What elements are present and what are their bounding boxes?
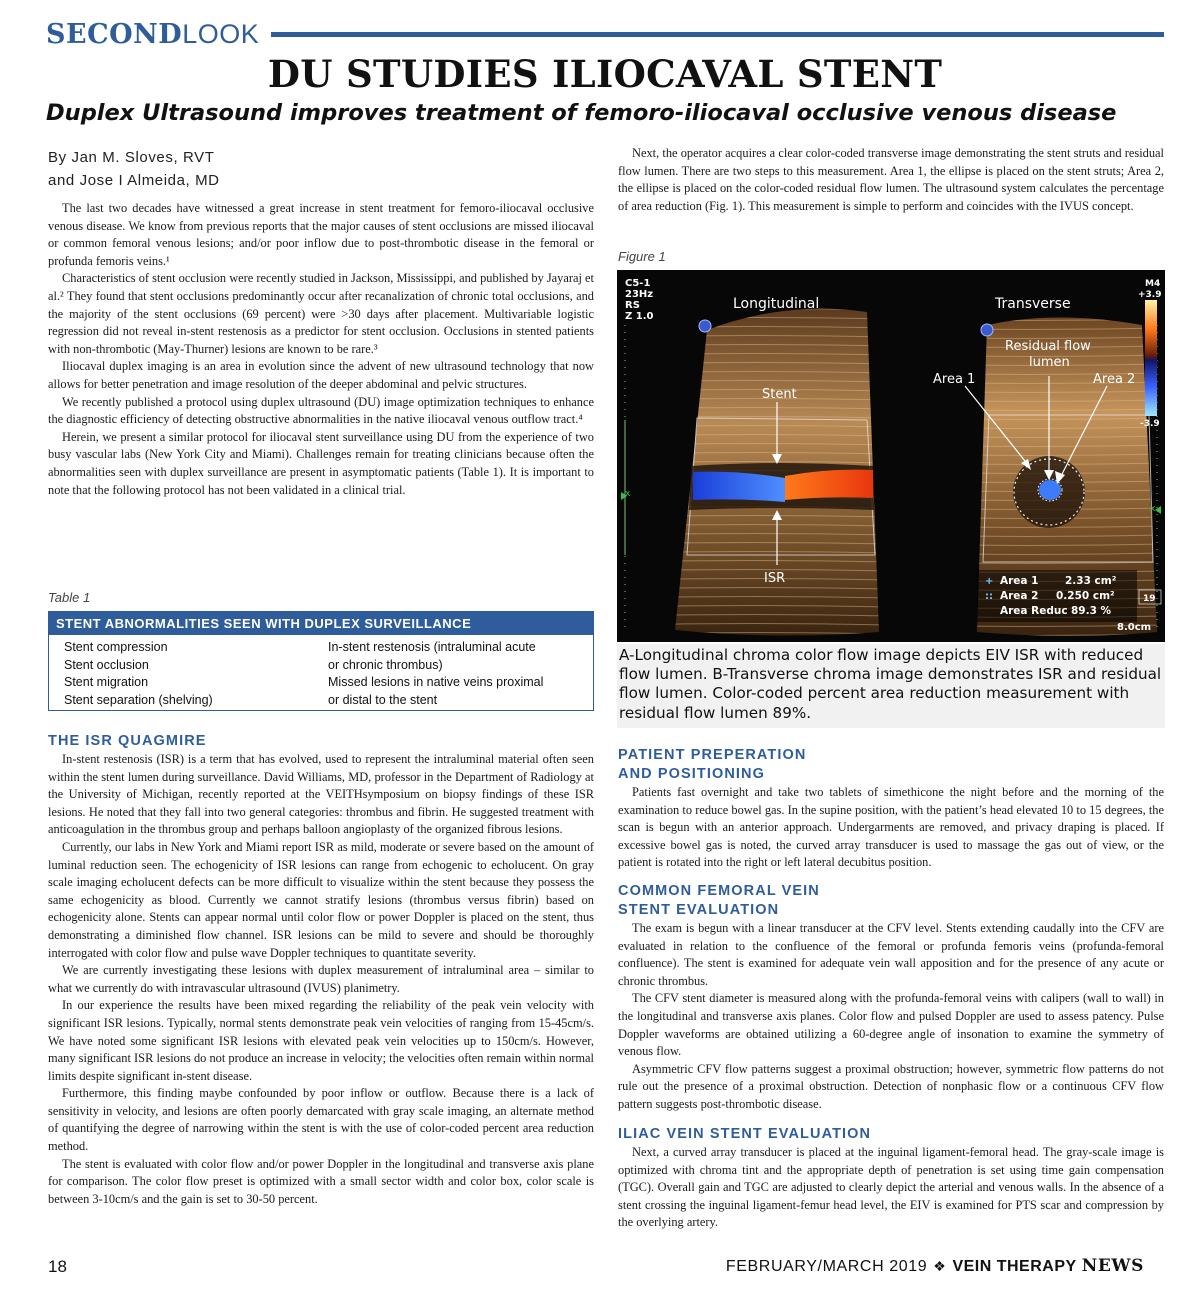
setting-framerate: 23Hz bbox=[625, 289, 654, 300]
depth-label: 8.0cm bbox=[1117, 622, 1152, 633]
scale-min: -3.9 bbox=[1140, 419, 1160, 429]
table-cell: Stent occlusion bbox=[64, 657, 149, 672]
table-cell: or chronic thrombus) bbox=[328, 657, 443, 672]
cfv-text bbox=[618, 920, 1164, 1114]
prep-section bbox=[618, 746, 1164, 872]
cfv-paragraph: The CFV stent diameter is measured along with the profunda-femoral veins with calipers (wall to wall) in the longitudinal and transverse axis planes. Color flow and pulsed Doppler are used to assess patency. Pulse Doppler waveforms are obtained utilizing a 60-degree angle of insonation to examine the symmetry of venous flow. bbox=[618, 991, 1164, 1059]
isr-text bbox=[48, 751, 594, 1208]
figure-caption: A-Longitudinal chroma color flow image depicts EIV ISR with reduced flow lumen. B-Transverse chroma image demonstrates ISR and residual flow lumen. Color-coded percent area reduction measurement with residual flow lumen 89%. bbox=[617, 644, 1165, 728]
cfv-heading-line1: COMMON FEMORAL VEIN bbox=[618, 883, 820, 899]
diamond-icon: ❖ bbox=[933, 1258, 947, 1274]
table-cell: Stent separation (shelving) bbox=[64, 692, 213, 707]
cfv-section bbox=[618, 882, 1164, 1114]
right-intro-text bbox=[618, 145, 1164, 215]
meas-area1-value: 2.33 cm² bbox=[1065, 575, 1117, 587]
byline-author-2: and Jose I Almeida, MD bbox=[48, 172, 220, 189]
right-intro-paragraph: Next, the operator acquires a clear color-coded transverse image demonstrating the stent struts and residual flow lumen. There are two steps to this measurement. Area 1, the ellipse is placed on the stent struts; Area 2, the ellipse is placed on the color-coded residual flow lumen. The ultrasound system calculates the percentage of area reduction (Fig. 1). This measurement is simple to perform and coincides with the IVUS concept. bbox=[618, 146, 1164, 213]
table-cell: Missed lesions in native veins proximal bbox=[328, 675, 544, 689]
label-isr: ISR bbox=[764, 571, 786, 586]
marker-right: x bbox=[1150, 504, 1156, 514]
isr-heading: THE ISR QUAGMIRE bbox=[48, 733, 207, 749]
table-cell: Stent compression bbox=[64, 640, 168, 654]
intro-paragraph: Herein, we present a similar protocol for iliocaval stent surveillance using DU from the experience of two busy vascular labs (New York City and Miami). Challenges remain for treating clinicians because often the abnormalities seen with duplex surveillance are present in asymptomatic patients (Table 1). It is important to note that the following protocol has not been validated in a clinical trial. bbox=[48, 429, 594, 497]
section-name-bold: SECOND bbox=[46, 18, 183, 50]
scale-label: M4 bbox=[1145, 279, 1161, 289]
byline-author-1: By Jan M. Sloves, RVT bbox=[48, 149, 215, 166]
subheadline: Duplex Ultrasound improves treatment of femoro-iliocaval occlusive venous disease bbox=[46, 100, 1117, 126]
meas-reduc-value: 89.3 % bbox=[1071, 605, 1112, 617]
meas-area2-value: 0.250 cm² bbox=[1056, 590, 1115, 602]
table-body bbox=[49, 635, 593, 709]
isr-paragraph: The stent is evaluated with color flow and/or power Doppler in the longitudinal and transverse axis plane for comparison. The color flow preset is optimized with a small sector width and color box, color scale is between 3-10cm/s and the gain is set to 30-50 percent. bbox=[48, 1156, 594, 1206]
header-rule bbox=[271, 32, 1164, 37]
intro-paragraph: We recently published a protocol using duplex ultrasound (DU) image optimization techniques to enhance the diagnostic efficiency of detecting obstructive abnormalities in the native iliocaval venous outflow tract.⁴ bbox=[48, 394, 594, 427]
byline bbox=[48, 146, 220, 192]
publication-name: VEIN THERAPY bbox=[952, 1258, 1077, 1275]
headline: DU STUDIES ILIOCAVAL STENT bbox=[267, 52, 943, 96]
label-stent: Stent bbox=[762, 387, 797, 402]
footer-issue bbox=[690, 1256, 1144, 1276]
cfv-paragraph: Asymmetric CFV flow patterns suggest a proximal obstruction; however, symmetric flow patterns do not rule out the presence of a proximal obstruction. Detection of nonphasic flow or a continuous CFV flow pattern suggests post-thrombotic disease. bbox=[618, 1061, 1164, 1111]
isr-paragraph: Furthermore, this finding maybe confounded by poor inflow or outflow. Because there is a lack of sensitivity in velocity, and lesions are often poorly demarcated with gray scale imaging, an alternate method of quantifying the degree of narrowing within the stent is with the use of color-coded percent area reduction method. bbox=[48, 1086, 594, 1154]
flow-blue bbox=[693, 472, 785, 502]
ultrasound-image bbox=[617, 270, 1165, 642]
isr-section bbox=[48, 732, 594, 1208]
label-residual-lumen: lumen bbox=[1029, 355, 1070, 370]
table-column-1 bbox=[64, 639, 328, 709]
prep-heading-line2: AND POSITIONING bbox=[618, 766, 766, 782]
table-1 bbox=[48, 611, 594, 711]
page-number: 18 bbox=[48, 1257, 67, 1276]
frame-number: 19 bbox=[1143, 594, 1156, 604]
prep-text bbox=[618, 784, 1164, 872]
isr-paragraph: We are currently investigating these lesions with duplex measurement of intraluminal area – similar to what we currently do with intravascular ultrasound (IVUS) planimetry. bbox=[48, 963, 594, 995]
intro-text bbox=[48, 200, 594, 499]
cfv-heading-line2: STENT EVALUATION bbox=[618, 902, 780, 918]
iliac-heading: ILIAC VEIN STENT EVALUATION bbox=[618, 1126, 872, 1142]
flow-red bbox=[785, 470, 873, 500]
iliac-section bbox=[618, 1125, 1164, 1232]
label-longitudinal: Longitudinal bbox=[733, 296, 820, 312]
setting-zoom: Z 1.0 bbox=[625, 311, 654, 322]
meas-reduc-label: Area Reduc bbox=[1000, 605, 1068, 617]
setting-mode: RS bbox=[625, 300, 640, 311]
table-title: STENT ABNORMALITIES SEEN WITH DUPLEX SURVEILLANCE bbox=[49, 612, 593, 635]
table-cell: In-stent restenosis (intraluminal acute bbox=[328, 640, 536, 654]
intro-paragraph: Iliocaval duplex imaging is an area in evolution since the advent of new ultrasound technology that now allows for better penetration and image resolution of the deeper abdominal and pelvic structures. bbox=[48, 359, 594, 391]
scale-max: +3.9 bbox=[1138, 290, 1162, 300]
cfv-paragraph: The exam is begun with a linear transducer at the CFV level. Stents extending caudally into the CFV are evaluated in relation to the confluence of the femoral or profunda femoris veins (profunda-femoral confluence). The stent is examined for adequate vein wall apposition and for the presence of any acute or chronic thrombus. bbox=[618, 921, 1164, 988]
iliac-paragraph: Next, a curved array transducer is placed at the inguinal ligament-femoral head. The gray-scale image is optimized with chroma tint and the appropriate depth of penetration is set using time gain compensation (TGC). Overall gain and TGC are adjusted to clearly depict the arterial and venous walls. In the absence of a stent crossing the inguinal ligament-femur head level, the EIV is examined for PTS scar and compression by the overlying artery. bbox=[618, 1145, 1164, 1230]
marker-left: x bbox=[625, 489, 631, 499]
isr-paragraph: In our experience the results have been mixed regarding the reliability of the peak vein velocity with significant ISR lesions. Typically, normal stents demonstrate peak vein velocities of ranging from 15-45cm/s. We have noted some significant ISR lesions with elevated peak vein velocities up to 150cm/s. However, many significant ISR lesions do not produce an increase in velocity; the velocities often remain within normal limits despite significant in-stent disease. bbox=[48, 998, 594, 1083]
prep-paragraph: Patients fast overnight and take two tablets of simethicone the night before and the morning of the examination to reduce bowel gas. In the supine position, with the patient’s head elevated 10 to 15 degrees, the scan is begun with an anterior approach. Undergarments are removed, and privacy draping is placed. If excessive bowel gas is noted, the curved array transducer is used to massage the gas out of view, or the patient is rotated into the right or left lateral decubitus position. bbox=[618, 785, 1164, 870]
meas-area2-label: Area 2 bbox=[1000, 590, 1039, 602]
setting-probe: C5-1 bbox=[625, 278, 651, 289]
svg-text:::: :: bbox=[985, 591, 993, 602]
section-name-light: LOOK bbox=[182, 18, 260, 49]
label-transverse: Transverse bbox=[995, 296, 1071, 312]
table-column-2 bbox=[328, 639, 588, 709]
table-cell: or distal to the stent bbox=[328, 692, 438, 707]
table-label: Table 1 bbox=[48, 590, 91, 605]
publication-name-news: NEWS bbox=[1081, 1256, 1144, 1276]
ultrasound-figure bbox=[617, 270, 1165, 642]
table-cell: Stent migration bbox=[64, 675, 149, 689]
intro-paragraph: Characteristics of stent occlusion were recently studied in Jackson, Mississippi, and published by Jayaraj et al.² They found that stent occlusions predominantly occur after recanalization of chronic total occlusions, and the majority of the stent occlusions (69 percent) were >30 days after placement. Multivariable logistic regression did not reveal in-stent restenosis as a predictor for stent occlusion. Occlusions in stented patients with non-thrombotic (May-Thurner) lesions are known to be rare.³ bbox=[48, 271, 594, 356]
iliac-text bbox=[618, 1144, 1164, 1232]
intro-paragraph: The last two decades have witnessed a great increase in stent treatment for femoro-iliocaval occlusive venous disease. We know from previous reports that the major causes of stent occlusions are missed iliocaval or common femoral venous lesions; and/or poor inflow due to post-thrombotic disease in the femoral or profunda femoris veins.¹ bbox=[48, 201, 594, 268]
label-residual-flow: Residual flow bbox=[1005, 339, 1091, 354]
figure-label: Figure 1 bbox=[618, 249, 666, 264]
label-area2: Area 2 bbox=[1093, 372, 1136, 387]
prep-heading-line1: PATIENT PREPERATION bbox=[618, 747, 807, 763]
issue-date: FEBRUARY/MARCH 2019 bbox=[725, 1258, 928, 1275]
svg-text:+: + bbox=[985, 576, 994, 587]
isr-paragraph: Currently, our labs in New York and Miami report ISR as mild, moderate or severe based on the amount of luminal reduction seen. The echogenicity of ISR lesions can range from echogenic to echolucent. On gray scale imaging echolucent defects can be more difficult to visualize within the stent because they possess the same echogenicity as blood. Currently we cannot stratify lesions (thrombus versus fibrin) based on echogenicity alone. Stents can appear normal until color flow or power Doppler is placed on the stent, thus demonstrating a diminished flow channel. ISR lesions can be mild to severe and should be thoroughly interrogated with color flow and pulse wave Doppler techniques to quantitate severity. bbox=[48, 839, 594, 960]
section-header bbox=[46, 14, 1164, 54]
meas-area1-label: Area 1 bbox=[1000, 575, 1039, 587]
label-area1: Area 1 bbox=[933, 372, 976, 387]
color-scale-bar bbox=[1145, 300, 1157, 416]
isr-paragraph: In-stent restenosis (ISR) is a term that has evolved, used to represent the intraluminal material often seen within the stent lumen during surveillance. David Williams, MD, professor in the Department of Radiology at the University of Michigan, recently reported at the VEITHsymposium on biopsy findings of these ISR lesions. He noted that they fall into two general categories: thrombus and fibrin. He suggested treatment with anticoagulation in the thrombus group and perhaps balloon angioplasty of the organized fibrous lesions. bbox=[48, 752, 594, 837]
